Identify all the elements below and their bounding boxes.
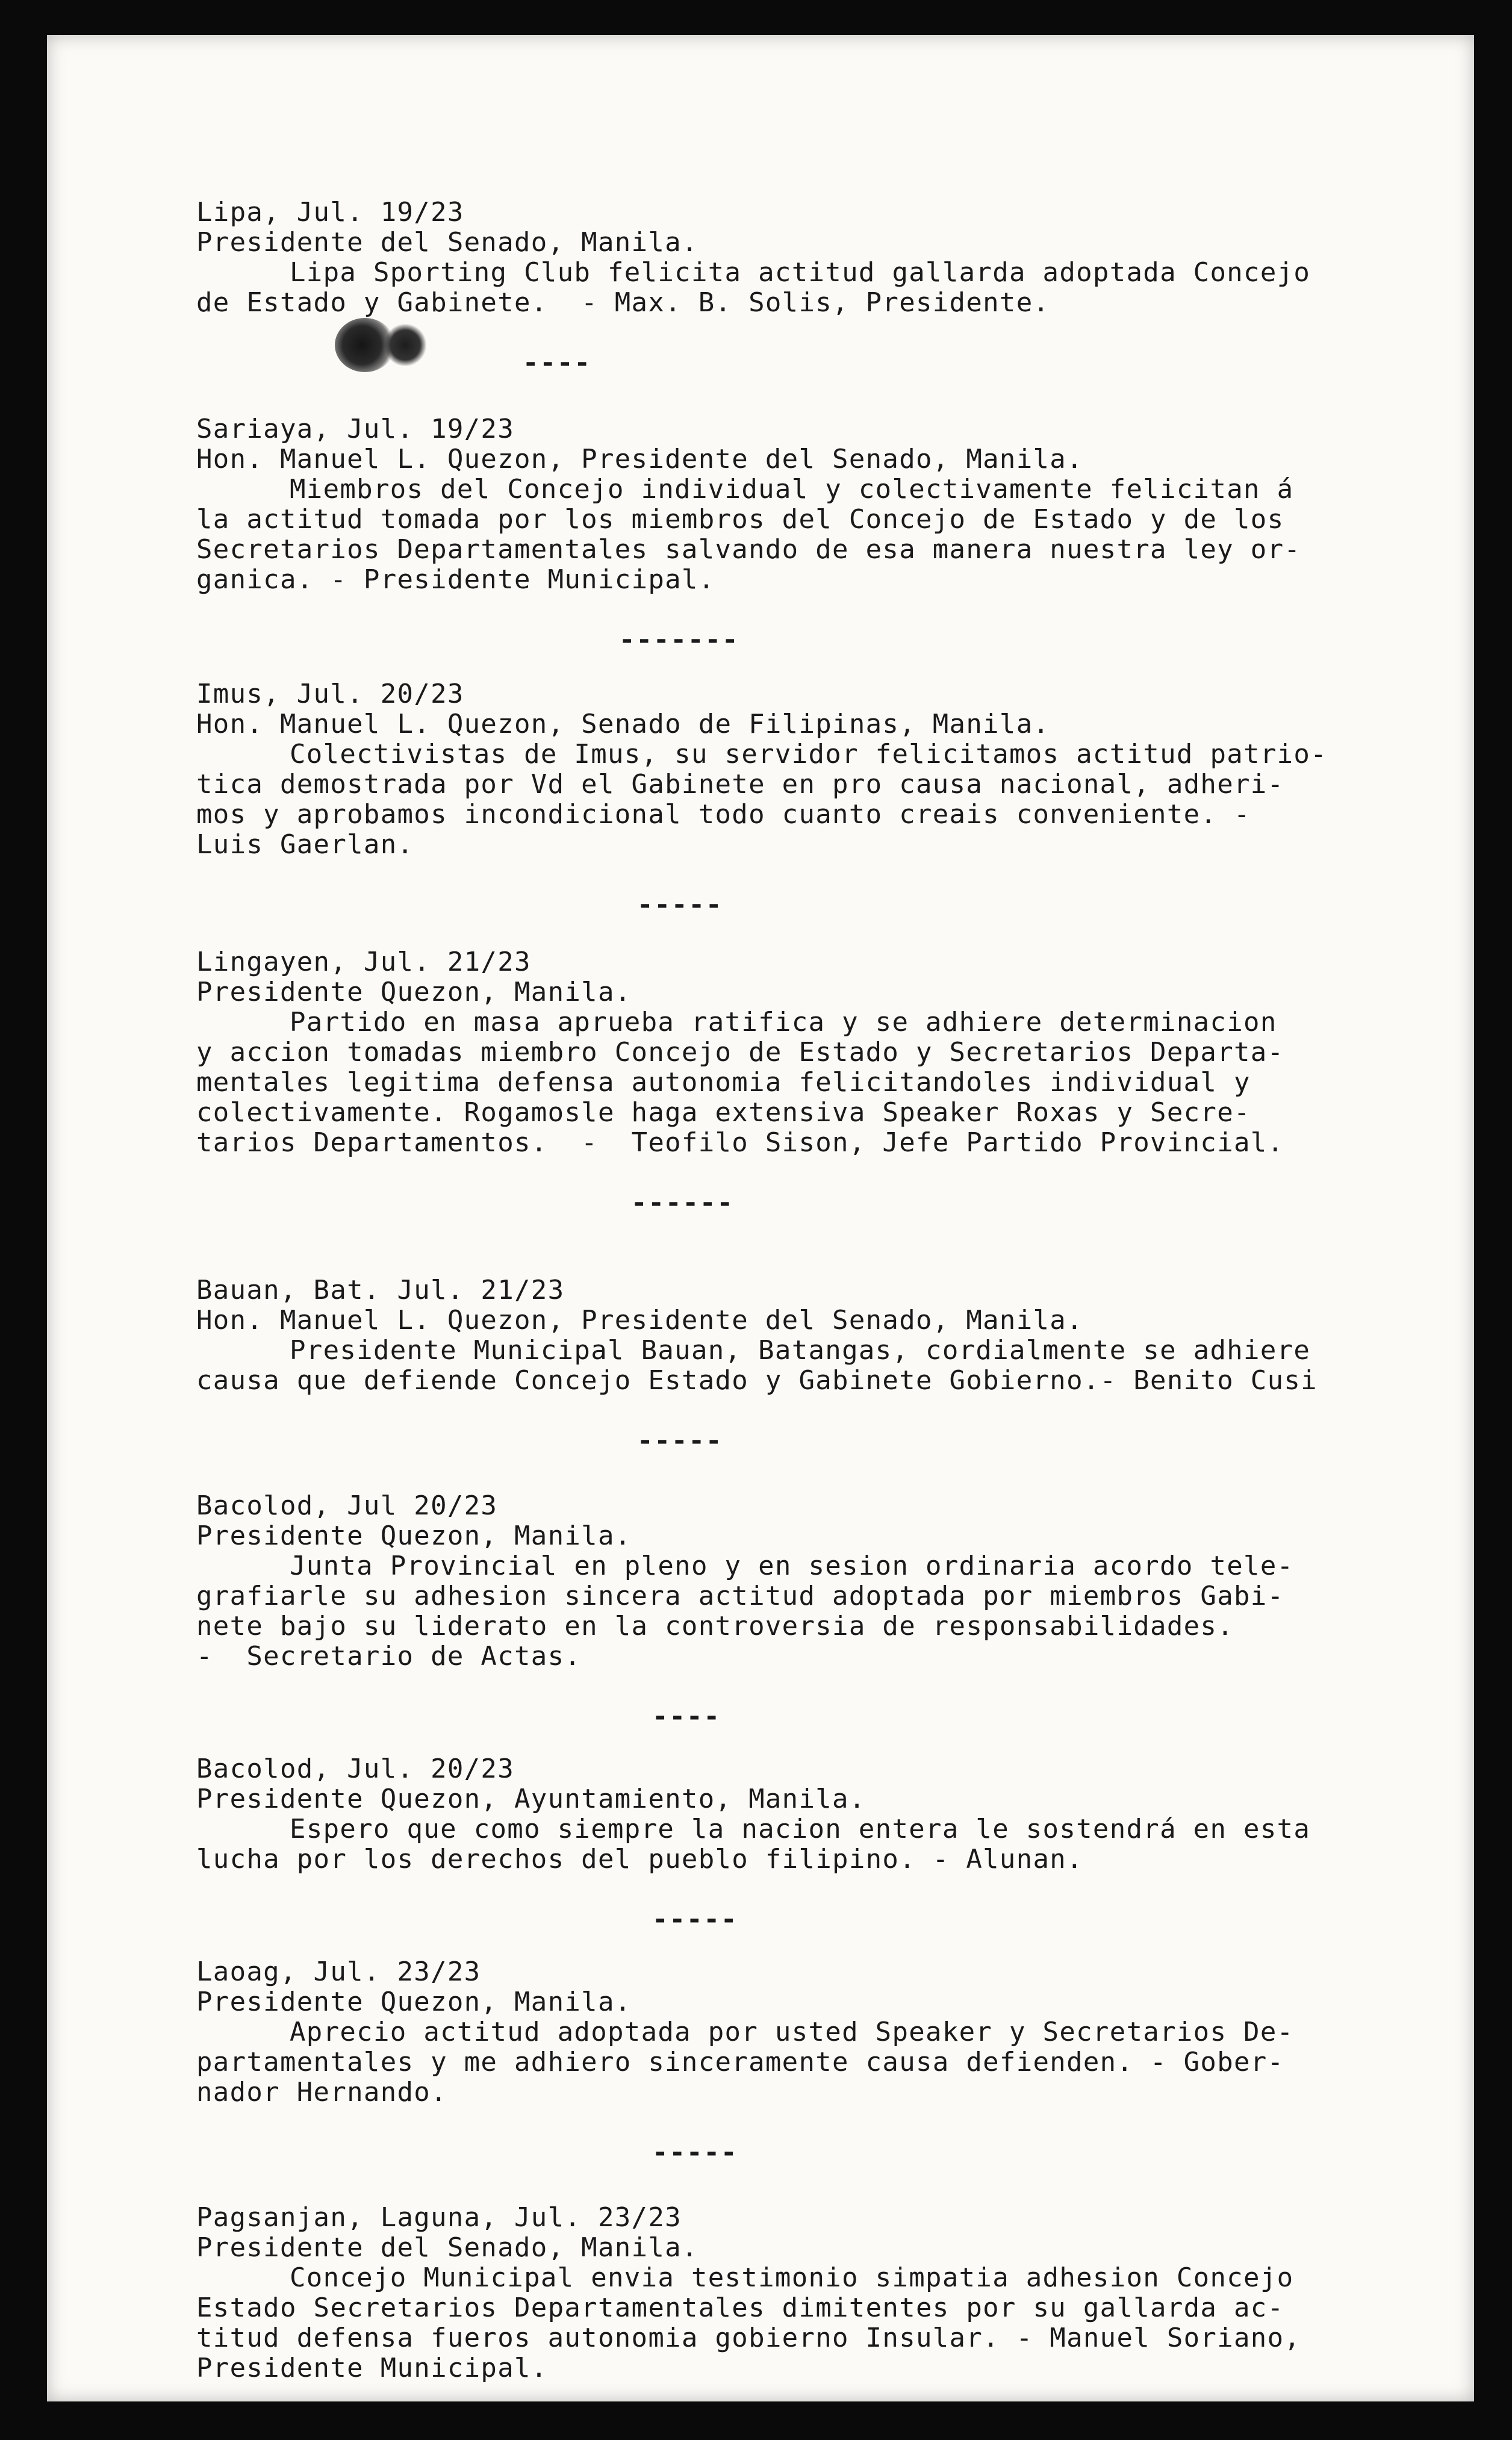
telegram-body-line: ganica. - Presidente Municipal. [196, 564, 715, 595]
entry-separator: ---- [652, 1701, 721, 1732]
telegram-origin-date: Lingayen, Jul. 21/23 [196, 947, 531, 977]
telegram-addressee: Hon. Manuel L. Quezon, Senado de Filipinas, Manila. [196, 709, 1050, 739]
telegram-addressee: Presidente Quezon, Manila. [196, 1987, 632, 2017]
telegram-body-line: mos y aprobamos incondicional todo cuanto creais conveniente. - [196, 799, 1251, 830]
entry-separator: ----- [652, 1904, 738, 1935]
telegram-body-line: tica demostrada por Vd el Gabinete en pro causa nacional, adheri- [196, 769, 1284, 800]
entry-separator: ----- [637, 889, 723, 920]
typewritten-page [47, 35, 1474, 2401]
telegram-body-line: Aprecio actitud adoptada por usted Speaker y Secretarios De- [290, 2017, 1294, 2047]
telegram-body-line: Presidente Municipal Bauan, Batangas, cordialmente se adhiere [290, 1335, 1311, 1366]
entry-separator: ------- [619, 624, 739, 655]
telegram-body-line: grafiarle su adhesion sincera actitud adoptada por miembros Gabi- [196, 1581, 1284, 1611]
telegram-origin-date: Laoag, Jul. 23/23 [196, 1956, 481, 1987]
telegram-entry [196, 198, 1467, 378]
telegram-body-line: Luis Gaerlan. [196, 829, 414, 860]
telegram-body-line: Concejo Municipal envia testimonio simpatia adhesion Concejo [290, 2262, 1294, 2293]
entry-separator: ----- [652, 2137, 738, 2168]
telegram-origin-date: Bacolod, Jul 20/23 [196, 1490, 498, 1521]
telegram-addressee: Presidente Quezon, Manila. [196, 977, 632, 1007]
telegram-origin-date: Pagsanjan, Laguna, Jul. 23/23 [196, 2202, 682, 2233]
telegram-entry [196, 1754, 1467, 1935]
telegram-body-line: causa que defiende Concejo Estado y Gabinete Gobierno.- Benito Cusi [196, 1365, 1318, 1396]
entry-separator: ----- [637, 1425, 723, 1456]
telegram-body-line: de Estado y Gabinete. - Max. B. Solis, Presidente. [196, 287, 1050, 318]
telegram-body-line: Estado Secretarios Departamentales dimitentes por su gallarda ac- [196, 2292, 1284, 2323]
telegram-entry [196, 2203, 1467, 2383]
telegram-body-line: Junta Provincial en pleno y en sesion ordinaria acordo tele- [290, 1551, 1294, 1581]
telegram-body-line: titud defensa fueros autonomia gobierno Insular. - Manuel Soriano, [196, 2323, 1301, 2353]
telegram-body-line: lucha por los derechos del pueblo filipino. - Alunan. [196, 1844, 1083, 1875]
telegram-entry [196, 1957, 1467, 2168]
telegram-body-line: Espero que como siempre la nacion entera le sostendrá en esta [290, 1814, 1311, 1844]
telegram-addressee: Hon. Manuel L. Quezon, Presidente del Senado, Manila. [196, 444, 1083, 475]
telegram-origin-date: Lipa, Jul. 19/23 [196, 197, 464, 228]
telegram-body-line: colectivamente. Rogamosle haga extensiva Speaker Roxas y Secre- [196, 1097, 1251, 1128]
telegram-entry [196, 679, 1467, 920]
telegram-body-line: nete bajo su liderato en la controversia de responsabilidades. [196, 1611, 1234, 1642]
telegram-addressee: Presidente Quezon, Manila. [196, 1520, 632, 1551]
telegram-body-line: Miembros del Concejo individual y colectivamente felicitan á [290, 474, 1294, 505]
telegram-body-line: tarios Departamentos. - Teofilo Sison, Jefe Partido Provincial. [196, 1127, 1284, 1158]
telegram-origin-date: Bacolod, Jul. 20/23 [196, 1754, 515, 1784]
telegram-body-line: Secretarios Departamentales salvando de esa manera nuestra ley or- [196, 534, 1301, 565]
telegram-body-line: nador Hernando. [196, 2077, 447, 2108]
telegram-origin-date: Bauan, Bat. Jul. 21/23 [196, 1275, 565, 1306]
entry-separator: ---- [523, 347, 591, 378]
telegram-body-line: y accion tomadas miembro Concejo de Estado y Secretarios Departa- [196, 1037, 1284, 1068]
telegram-addressee: Presidente Quezon, Ayuntamiento, Manila. [196, 1784, 866, 1814]
telegram-entry [196, 414, 1467, 655]
telegram-body-line: partamentales y me adhiero sinceramente causa defienden. - Gober- [196, 2047, 1284, 2077]
telegram-body-line: Colectivistas de Imus, su servidor felicitamos actitud patrio- [290, 739, 1327, 770]
telegram-addressee: Presidente del Senado, Manila. [196, 2232, 698, 2263]
telegram-body-line: Lipa Sporting Club felicita actitud gallarda adoptada Concejo [290, 257, 1311, 288]
telegram-entry [196, 1491, 1467, 1732]
telegram-body-line: Presidente Municipal. [196, 2353, 548, 2383]
telegram-entry [196, 1275, 1467, 1456]
telegram-origin-date: Imus, Jul. 20/23 [196, 679, 464, 709]
telegram-origin-date: Sariaya, Jul. 19/23 [196, 414, 515, 444]
entry-separator: ------ [631, 1187, 734, 1218]
telegram-body-line: - Secretario de Actas. [196, 1641, 582, 1672]
telegram-addressee: Presidente del Senado, Manila. [196, 227, 698, 258]
telegram-body-line: mentales legitima defensa autonomia felicitandoles individual y [196, 1067, 1251, 1098]
telegram-body-line: la actitud tomada por los miembros del Concejo de Estado y de los [196, 504, 1284, 535]
telegram-body-line: Partido en masa aprueba ratifica y se adhiere determinacion [290, 1007, 1277, 1038]
telegram-addressee: Hon. Manuel L. Quezon, Presidente del Senado, Manila. [196, 1305, 1083, 1336]
telegram-entry [196, 947, 1467, 1218]
